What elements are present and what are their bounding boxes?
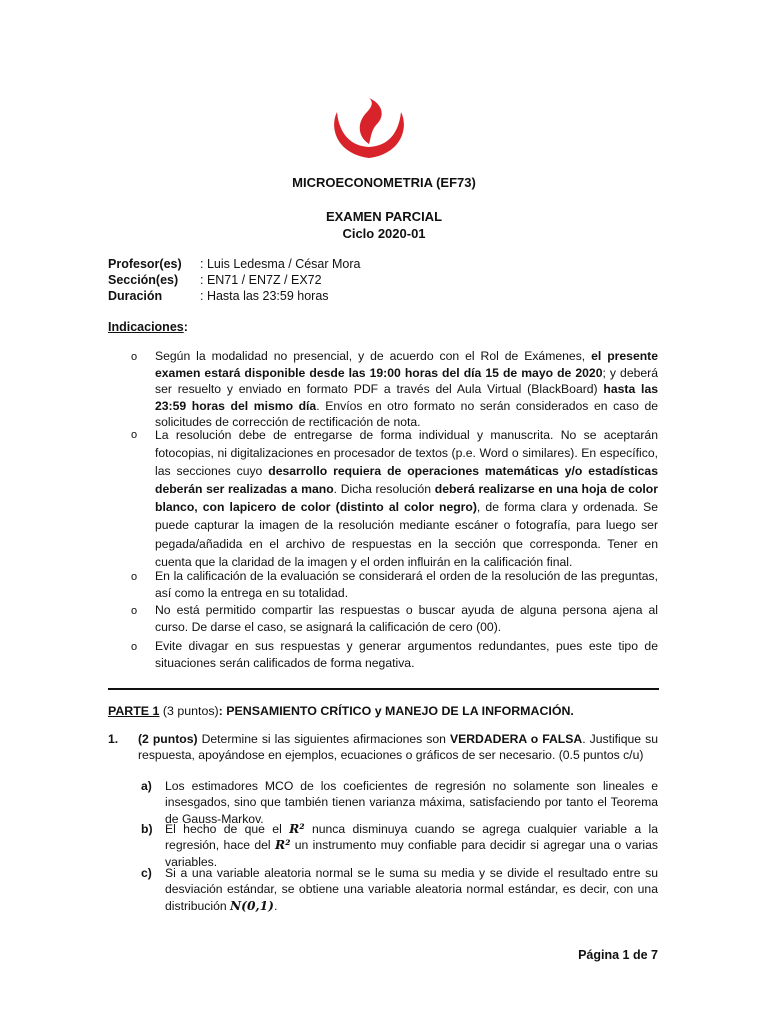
bullet-marker: o [131, 429, 138, 441]
meta-professor: Profesor(es) : Luis Ledesma / César Mora [108, 257, 361, 271]
item-c-text: Si a una variable aleatoria normal se le suma su media y se divide el resultado entre su desviación estándar, se obtiene una variable aleatoria normal estándar, es decir, con una distribución N(0,1). [165, 866, 658, 913]
exam-title: EXAMEN PARCIAL [325, 209, 443, 224]
instruction-item-4: No está permitido compartir las respuestas o buscar ayuda de alguna persona ajena al curso. De darse el caso, se asignará la calificación de cero (00). [155, 603, 658, 634]
part-1-heading: PARTE 1 (3 puntos): PENSAMIENTO CRÍTICO y MANEJO DE LA INFORMACIÓN. [108, 704, 574, 718]
exam-cycle: Ciclo 2020-01 [342, 226, 426, 241]
bullet-marker: o [131, 641, 138, 653]
meta-duration: Duración : Hasta las 23:59 horas [108, 289, 329, 303]
instruction-item-3: En la calificación de la evaluación se considerará el orden de la resolución de las preguntas, así como la entrega en su totalidad. [155, 569, 658, 600]
item-a-label: a) [141, 779, 152, 793]
bullet-marker: o [131, 605, 138, 617]
item-b-text: El hecho de que el R² nunca disminuya cuando se agrega cualquier variable a la regresión, hace del R² un instrumento muy confiable para decidir si agregar una o varias variables. [165, 822, 659, 869]
item-a-text: Los estimadores MCO de los coeficientes de regresión no solamente son lineales e insesgados, sino que también tienen varianza máxima, satisfaciendo por tanto el Teorema de Gauss-Markov. [165, 779, 658, 826]
section-divider [108, 688, 659, 690]
question-number: 1. [108, 732, 119, 746]
instruction-item-2: La resolución debe de entregarse de forma individual y manuscrita. No se aceptarán fotocopias, ni digitalizaciones en procesador de textos (p.e. Word o similares). En específico, las secciones cuyo desarrollo requiera de operaciones matemáticas y/o estadísticas deberán ser realizadas a mano. Dicha resolución deberá realizarse en una hoja de color blanco, con lapicero de color (distinto al color negro), de forma clara y ordenada. Se puede capturar la imagen de la resolución mediante escáner o fotografía, para luego ser pegada/añadida en el archivo de respuestas en la sección que corresponda. Tener en cuenta que la claridad de la imagen y el orden influirán en la calificación final. [155, 428, 658, 569]
item-c-label: c) [141, 866, 152, 880]
instructions-heading: Indicaciones: [108, 320, 188, 334]
page-number: Página 1 de 7 [578, 948, 658, 962]
university-logo [327, 98, 411, 160]
instruction-item-1: Según la modalidad no presencial, y de acuerdo con el Rol de Exámenes, el presente examen estará disponible desde las 19:00 horas del día 15 de mayo de 2020; y deberá ser resuelto y enviado en formato PDF a través del Aula Virtual (BlackBoard) hasta las 23:59 horas del mismo día. Envíos en otro formato no serán considerados en caso de solicitudes de corrección de rectificación de nota. [155, 349, 659, 430]
meta-section: Sección(es) : EN71 / EN7Z / EX72 [108, 273, 322, 287]
bullet-marker: o [131, 571, 138, 583]
bullet-marker: o [131, 351, 138, 363]
course-title: MICROECONOMETRIA (EF73) [292, 175, 476, 190]
item-b-label: b) [141, 822, 153, 836]
instruction-item-5: Evite divagar en sus respuestas y generar argumentos redundantes, pues este tipo de situaciones serán calificados de forma negativa. [155, 639, 658, 670]
question-1-text: (2 puntos) Determine si las siguientes afirmaciones son VERDADERA o FALSA. Justifique su respuesta, apoyándose en ejemplos, ecuaciones o gráficos de ser necesario. (0.5 puntos c/u) [138, 732, 658, 763]
